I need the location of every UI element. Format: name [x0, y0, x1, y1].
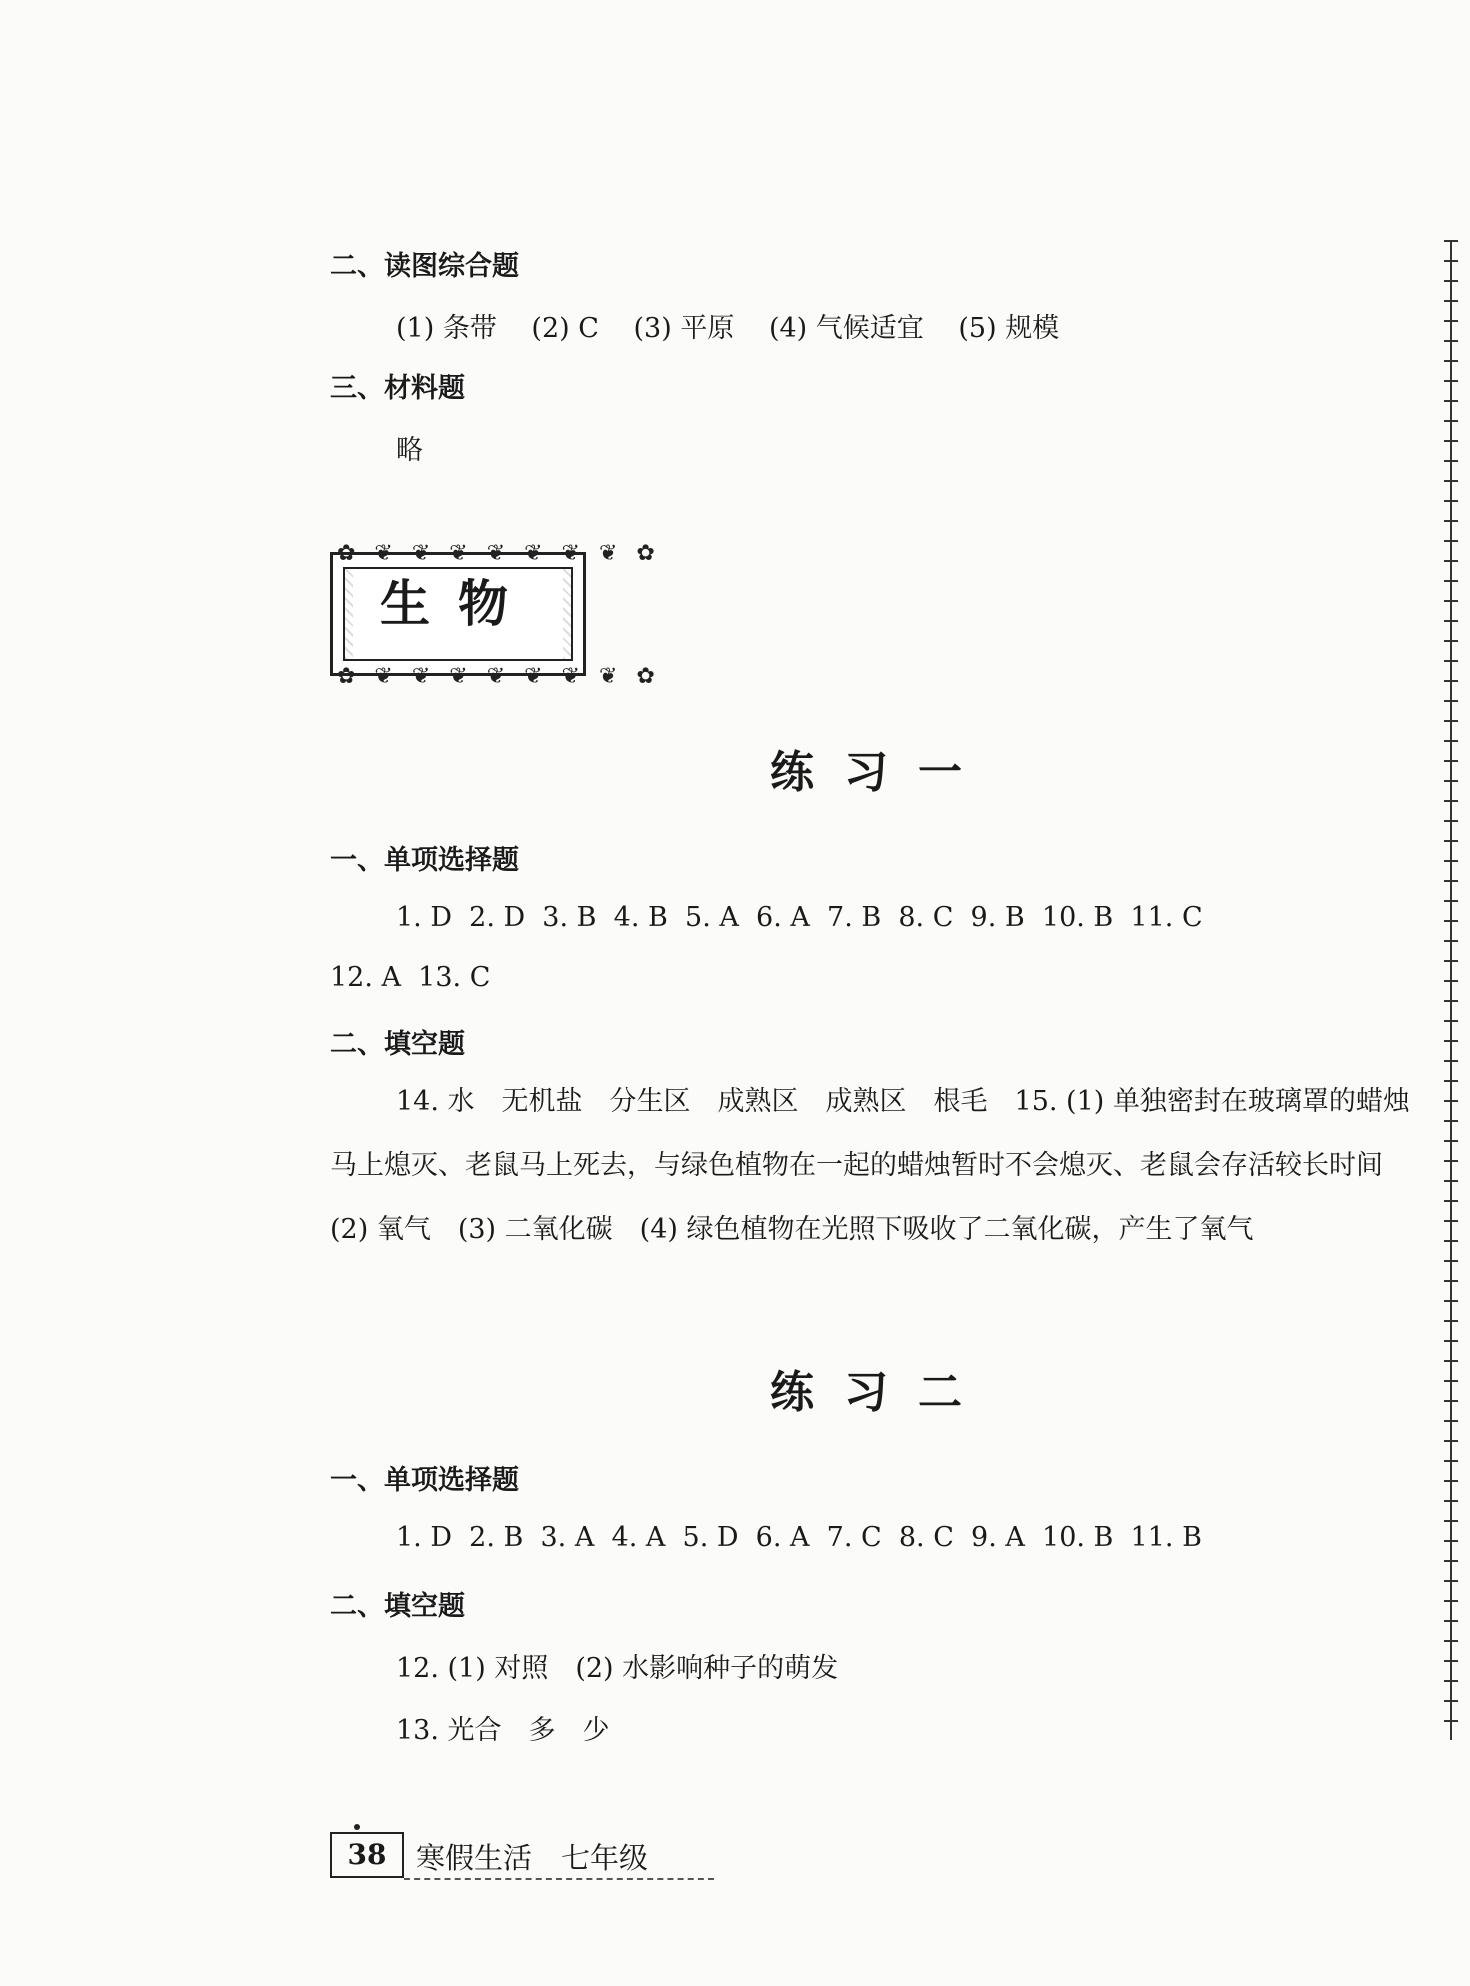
binding-tick [1444, 600, 1458, 602]
ex2-mc-answers: 1. D 2. B 3. A 4. A 5. D 6. A 7. C 8. C 9. A 10. B 11. B [396, 1522, 1202, 1553]
binding-tick [1444, 800, 1458, 802]
binding-tick [1444, 1020, 1458, 1022]
binding-tick [1444, 760, 1458, 762]
binding-tick [1444, 820, 1458, 822]
binding-tick [1444, 960, 1458, 962]
binding-tick [1444, 660, 1458, 662]
ex2-fill-answer-12: 12. (1) 对照 (2) 水影响种子的萌发 [396, 1653, 839, 1684]
binding-tick [1444, 1000, 1458, 1002]
ex1-fill-heading: 二、填空题 [330, 1029, 465, 1060]
binding-tick [1444, 860, 1458, 862]
binding-tick [1444, 740, 1458, 742]
exercise-1-title: 练习一 [770, 747, 992, 798]
binding-tick [1444, 520, 1458, 522]
binding-tick [1444, 1260, 1458, 1262]
binding-tick [1444, 1220, 1458, 1222]
top-ornament: ✿ ❦ ❦ ❦ ❦ ❦ ❦ ❦ ✿ [337, 541, 661, 566]
binding-tick [1444, 1500, 1458, 1502]
binding-tick [1444, 1560, 1458, 1562]
binding-tick [1444, 940, 1458, 942]
binding-tick [1444, 1320, 1458, 1322]
binding-tick [1444, 480, 1458, 482]
binding-margin [1444, 240, 1458, 1740]
ex1-mc-answers-line2: 12. A 13. C [330, 962, 491, 993]
binding-tick [1444, 700, 1458, 702]
binding-tick [1444, 1400, 1458, 1402]
ex1-mc-heading: 一、单项选择题 [330, 845, 519, 876]
binding-tick [1444, 980, 1458, 982]
binding-tick [1444, 1080, 1458, 1082]
binding-tick [1444, 1520, 1458, 1522]
binding-tick [1444, 1540, 1458, 1542]
binding-tick [1444, 1200, 1458, 1202]
binding-tick [1444, 1440, 1458, 1442]
binding-tick [1444, 880, 1458, 882]
ex2-fill-heading: 二、填空题 [330, 1591, 465, 1622]
binding-tick [1444, 580, 1458, 582]
binding-tick [1444, 440, 1458, 442]
section-heading-material: 三、材料题 [330, 373, 465, 404]
page-dot [354, 1824, 360, 1830]
binding-tick [1444, 620, 1458, 622]
binding-tick [1444, 260, 1458, 262]
binding-tick [1444, 1620, 1458, 1622]
binding-tick [1444, 360, 1458, 362]
binding-tick [1444, 640, 1458, 642]
binding-tick [1444, 380, 1458, 382]
binding-tick [1444, 1040, 1458, 1042]
binding-tick [1444, 1360, 1458, 1362]
binding-tick [1444, 1700, 1458, 1702]
binding-tick [1444, 1480, 1458, 1482]
binding-tick [1444, 1060, 1458, 1062]
answer-item: (4) 气候适宜 [768, 313, 924, 344]
binding-tick [1444, 1640, 1458, 1642]
binding-tick [1444, 840, 1458, 842]
binding-tick [1444, 1340, 1458, 1342]
binding-tick [1444, 1100, 1458, 1102]
ex1-mc-answers-line1: 1. D 2. D 3. B 4. B 5. A 6. A 7. B 8. C 9. B 10. B 11. C [396, 902, 1203, 933]
binding-tick [1444, 900, 1458, 902]
binding-tick [1444, 280, 1458, 282]
binding-tick [1444, 1680, 1458, 1682]
binding-tick [1444, 540, 1458, 542]
binding-tick [1444, 1420, 1458, 1422]
binding-tick [1444, 300, 1458, 302]
binding-tick [1444, 1120, 1458, 1122]
binding-tick [1444, 1600, 1458, 1602]
binding-tick [1444, 500, 1458, 502]
binding-tick [1444, 320, 1458, 322]
subject-banner [330, 541, 661, 689]
binding-tick [1444, 240, 1458, 242]
binding-tick [1444, 460, 1458, 462]
binding-tick [1444, 1140, 1458, 1142]
binding-tick [1444, 1300, 1458, 1302]
binding-tick [1444, 1460, 1458, 1462]
section-heading-map-reading: 二、读图综合题 [330, 251, 519, 282]
map-reading-answers [396, 306, 1085, 345]
binding-tick [1444, 720, 1458, 722]
ex1-fill-answers: 14. 水 无机盐 分生区 成熟区 成熟区 根毛 15. (1) 单独密封在玻璃罩的蜡烛马上熄灭、老鼠马上死去，与绿色植物在一起的蜡烛暂时不会熄灭、老鼠会存活较长时间 (2) 氧气 (3) 二氧化碳 (4) 绿色植物在光照下吸收了二氧化碳，产生了氧气 [330, 1086, 1410, 1245]
page-number: 38 [330, 1832, 404, 1878]
material-answer: 略 [396, 435, 423, 466]
binding-tick [1444, 920, 1458, 922]
binding-tick [1444, 780, 1458, 782]
answer-item: (1) 条带 [396, 313, 497, 344]
binding-tick [1444, 1240, 1458, 1242]
binding-tick [1444, 1380, 1458, 1382]
binding-tick [1444, 1660, 1458, 1662]
answer-item: (5) 规模 [958, 313, 1060, 344]
binding-tick [1444, 340, 1458, 342]
binding-tick [1444, 400, 1458, 402]
binding-tick [1444, 1580, 1458, 1582]
binding-tick [1444, 560, 1458, 562]
subject-title: 生物 [353, 569, 563, 659]
ex2-fill-answer-13: 13. 光合 多 少 [396, 1715, 610, 1746]
bottom-ornament: ✿ ❦ ❦ ❦ ❦ ❦ ❦ ❦ ✿ [337, 664, 661, 689]
binding-line [1450, 240, 1452, 1740]
ex2-mc-heading: 一、单项选择题 [330, 1465, 519, 1496]
binding-tick [1444, 420, 1458, 422]
answer-item: (2) C [531, 313, 599, 344]
exercise-2-title: 练习二 [770, 1367, 992, 1418]
binding-tick [1444, 1160, 1458, 1162]
binding-tick [1444, 1720, 1458, 1722]
binding-tick [1444, 1180, 1458, 1182]
footer-dashed-line [404, 1878, 714, 1880]
binding-tick [1444, 680, 1458, 682]
answer-item: (3) 平原 [633, 313, 735, 344]
binding-tick [1444, 1280, 1458, 1282]
book-title: 寒假生活 七年级 [416, 1841, 649, 1875]
